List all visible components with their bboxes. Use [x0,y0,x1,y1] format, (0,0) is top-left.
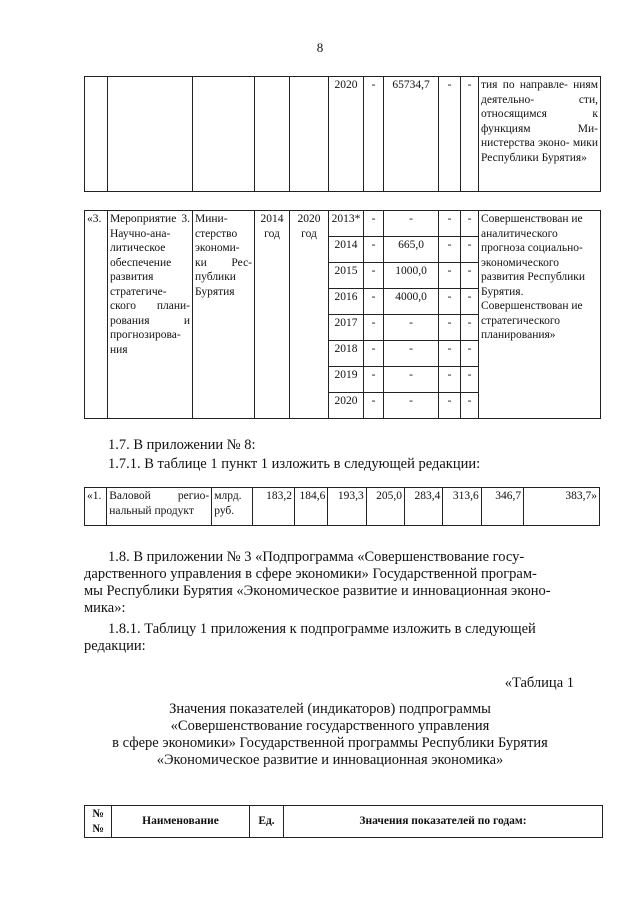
paragraph-line: мы Республики Бурятия «Экономическое развитие и инновационная эконо- [84,583,551,599]
heading-line: «Экономическое развитие и инновационная экономика» [156,752,504,768]
description-cell: тия по направле- ниям деятельно- сти, относящимся к функциям Ми- нистерства эконо- мики Республики Бурятия» [479,77,601,192]
heading-line: Значения показателей (индикаторов) подпрограммы [169,701,491,717]
section-1-8-1 [84,621,600,655]
year-cell: 2017 [329,315,364,341]
year-cell: 2018 [329,341,364,367]
value-cell: 1000,0 [384,263,439,289]
col-values-header: Значения показателей по годам: [284,806,603,838]
value-cell: - [384,211,439,237]
cell [290,77,329,192]
value-cell: - [364,77,384,192]
table-label: «Таблица 1 [504,675,574,691]
end-year: 2020 год [290,211,329,419]
event-name: Мероприятие 3. Научно-ана- литическое обеспечение развития стратегиче- ского плани- рования и прогнозирова- ния [108,211,193,419]
table-heading [60,701,600,769]
year-cell: 2020 [329,77,364,192]
paragraph-line: мика»: [84,600,126,616]
value-cell: 205,0 [366,488,404,526]
cell [85,77,108,192]
value-cell: - [461,393,479,419]
paragraph-line: редакции: [84,638,146,654]
table-indicators-header [84,805,603,838]
year-cell: 2020 [329,393,364,419]
table-grp [84,487,600,526]
value-cell: 4000,0 [384,289,439,315]
heading-line: «Совершенствование государственного управления [170,718,490,734]
executor: Мини- стерство экономи- ки Рес- публики Бурятия [193,211,255,419]
value-cell: - [364,367,384,393]
value-cell: - [439,237,461,263]
value-cell: - [439,77,461,192]
value-cell: - [439,211,461,237]
value-cell: - [461,211,479,237]
value-cell: - [439,289,461,315]
year-cell: 2015 [329,263,364,289]
value-cell: - [439,367,461,393]
cell [193,77,255,192]
value-cell: 313,6 [443,488,481,526]
value-cell: - [461,77,479,192]
paragraph-line: 1.8.1. Таблицу 1 приложения к подпрограмме изложить в следующей [108,621,536,637]
value-cell: - [439,393,461,419]
value-cell: 184,6 [295,488,328,526]
value-cell: - [384,393,439,419]
start-year: 2014 год [255,211,290,419]
paragraph-line: дарственного управления в сфере экономики» Государственной програм- [84,566,537,582]
value-cell: - [461,289,479,315]
year-cell: 2014 [329,237,364,263]
table-top-continuation [84,76,601,192]
value-cell: - [364,211,384,237]
value-cell: - [461,263,479,289]
paragraph-line: 1.8. В приложении № 3 «Подпрограмма «Совершенствование госу- [108,549,525,565]
value-cell: - [439,263,461,289]
value-cell: 383,7» [524,488,600,526]
value-cell: - [384,315,439,341]
value-cell: - [384,367,439,393]
value-cell: 193,3 [328,488,366,526]
value-cell: - [439,315,461,341]
value-cell: - [364,315,384,341]
cell [255,77,290,192]
page-number: 8 [316,40,324,55]
value-cell: 665,0 [384,237,439,263]
value-cell: - [384,341,439,367]
value-cell: - [364,237,384,263]
section-1-7-1: 1.7.1. В таблице 1 пункт 1 изложить в следующей редакции: [108,456,481,472]
section-1-7: 1.7. В приложении № 8: [108,437,256,453]
value-cell: - [364,263,384,289]
value-cell: - [439,341,461,367]
col-unit-header: Ед. [250,806,284,838]
value-cell: 183,2 [252,488,294,526]
value-cell: - [461,237,479,263]
value-cell: - [364,393,384,419]
year-cell: 2019 [329,367,364,393]
year-cell: 2013* [329,211,364,237]
col-number-header: №№ [85,806,112,838]
value-cell: 346,7 [481,488,523,526]
item-number: «3. [85,211,108,419]
heading-line: в сфере экономики» Государственной программы Республики Бурятия [112,735,548,751]
unit: млрд. руб. [212,488,252,526]
table-event-3 [84,210,601,419]
indicator-name: Валовой регио- нальный продукт [107,488,212,526]
value-cell: - [364,289,384,315]
value-cell: - [461,367,479,393]
expected-result: Совершенствован ие аналитического прогноза социально- экономического развития Республики Бурятия. Совершенствован ие стратегического планирования» [479,211,601,419]
item-number: «1. [85,488,107,526]
value-cell: - [461,341,479,367]
value-cell: 65734,7 [384,77,439,192]
section-1-8 [84,549,600,617]
cell [108,77,193,192]
value-cell: - [364,341,384,367]
year-cell: 2016 [329,289,364,315]
col-name-header: Наименование [112,806,250,838]
value-cell: 283,4 [405,488,443,526]
value-cell: - [461,315,479,341]
